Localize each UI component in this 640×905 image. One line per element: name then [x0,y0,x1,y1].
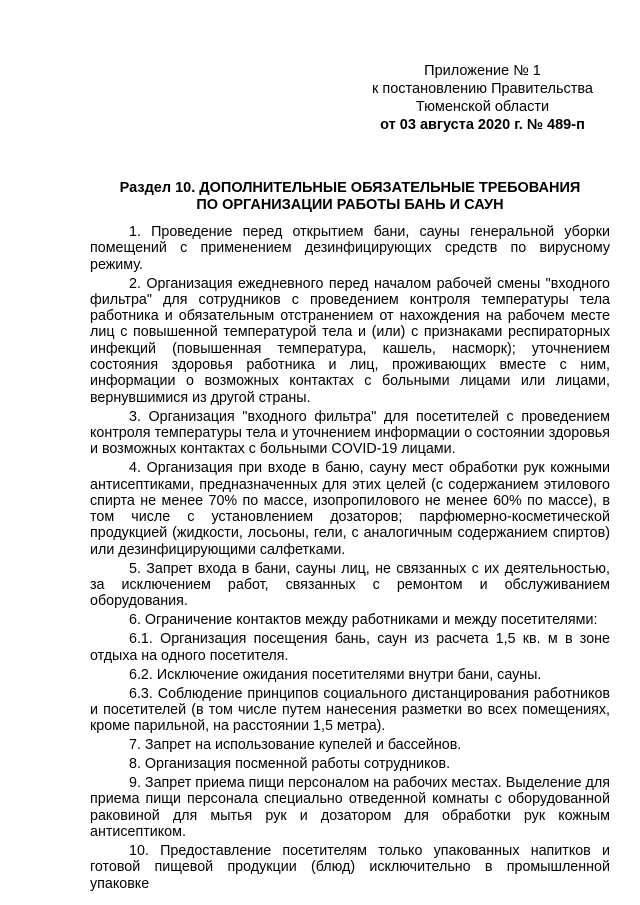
paragraph-2: 2. Организация ежедневного перед началом рабочей смены "входного фильтра" для сотрудников с проведением контроля температуры тела работника и обязательным отстранением от нахождения на рабочем месте лиц с повышенной температурой тела и (или) с признаками респираторных инфекций (повышенная температура, кашель, насморк); уточнением состояния здоровья работника и лиц, проживающих вместе с ним, информации о возможных контактах с больными лицами или лицами, вернувшимися из другой страны. [90,275,610,406]
paragraph-7: 7. Запрет на использование купелей и бассейнов. [129,737,462,754]
annex-region: Тюменской области [415,99,550,115]
paragraph-3: 3. Организация "входного фильтра" для посетителей с проведением контроля температуры тела и уточнением информации о состоянии здоровья и возможных контактах с больными COVID-19 лицами. [90,408,610,458]
paragraph-6: 6. Ограничение контактов между работниками и между посетителями: [129,612,598,629]
paragraph-6-3: 6.3. Соблюдение принципов социального дистанцирования работников и посетителей (в том числе путем нанесения разметки во всех помещениях, кроме парильной, на расстоянии 1,5 метра). [90,685,610,735]
annex-reference: к постановлению Правительства [372,81,593,97]
paragraph-10: 10. Предоставление посетителям только упакованных напитков и готовой пищевой продукции (блюд) исключительно в промышленной упаковке [90,842,610,892]
paragraph-4: 4. Организация при входе в баню, сауну мест обработки рук кожными антисептиками, предназначенных для этих целей (с содержанием этилового спирта не менее 70% по массе, изопропилового не менее 60% по массе), в том числе с установлением дозаторов; парфюмерно-косметической продукцией (жидкости, лосьоны, гели, с аналогичным содержанием спиртов) или дезинфицирующими салфетками. [90,460,610,558]
annex-header [372,62,593,134]
annex-date: от 03 августа 2020 г. № 489-п [380,117,585,133]
section-body [90,224,610,895]
section-title-line1: Раздел 10. ДОПОЛНИТЕЛЬНЫЕ ОБЯЗАТЕЛЬНЫЕ ТРЕБОВАНИЯ [119,180,581,196]
paragraph-1: 1. Проведение перед открытием бани, сауны генеральной уборки помещений с применением дезинфицирующих средств по вирусному режиму. [90,224,610,273]
section-title [90,180,610,214]
paragraph-6-1: 6.1. Организация посещения бань, саун из расчета 1,5 кв. м в зоне отдыха на одного посетителя. [90,631,610,664]
annex-number: Приложение № 1 [424,63,541,79]
section-title-line2: ПО ОРГАНИЗАЦИИ РАБОТЫ БАНЬ И САУН [196,197,504,213]
paragraph-5: 5. Запрет входа в бани, сауны лиц, не связанных с их деятельностью, за исключением работ, связанных с ремонтом и обслуживанием оборудования. [90,560,610,610]
paragraph-8: 8. Организация посменной работы сотрудников. [129,756,451,773]
paragraph-9: 9. Запрет приема пищи персоналом на рабочих местах. Выделение для приема пищи персонала специально отведенной комнаты с оборудованной раковиной для мытья рук и дозатором для обработки рук кожным антисептиком. [90,775,610,840]
paragraph-6-2: 6.2. Исключение ожидания посетителями внутри бани, сауны. [129,666,542,683]
